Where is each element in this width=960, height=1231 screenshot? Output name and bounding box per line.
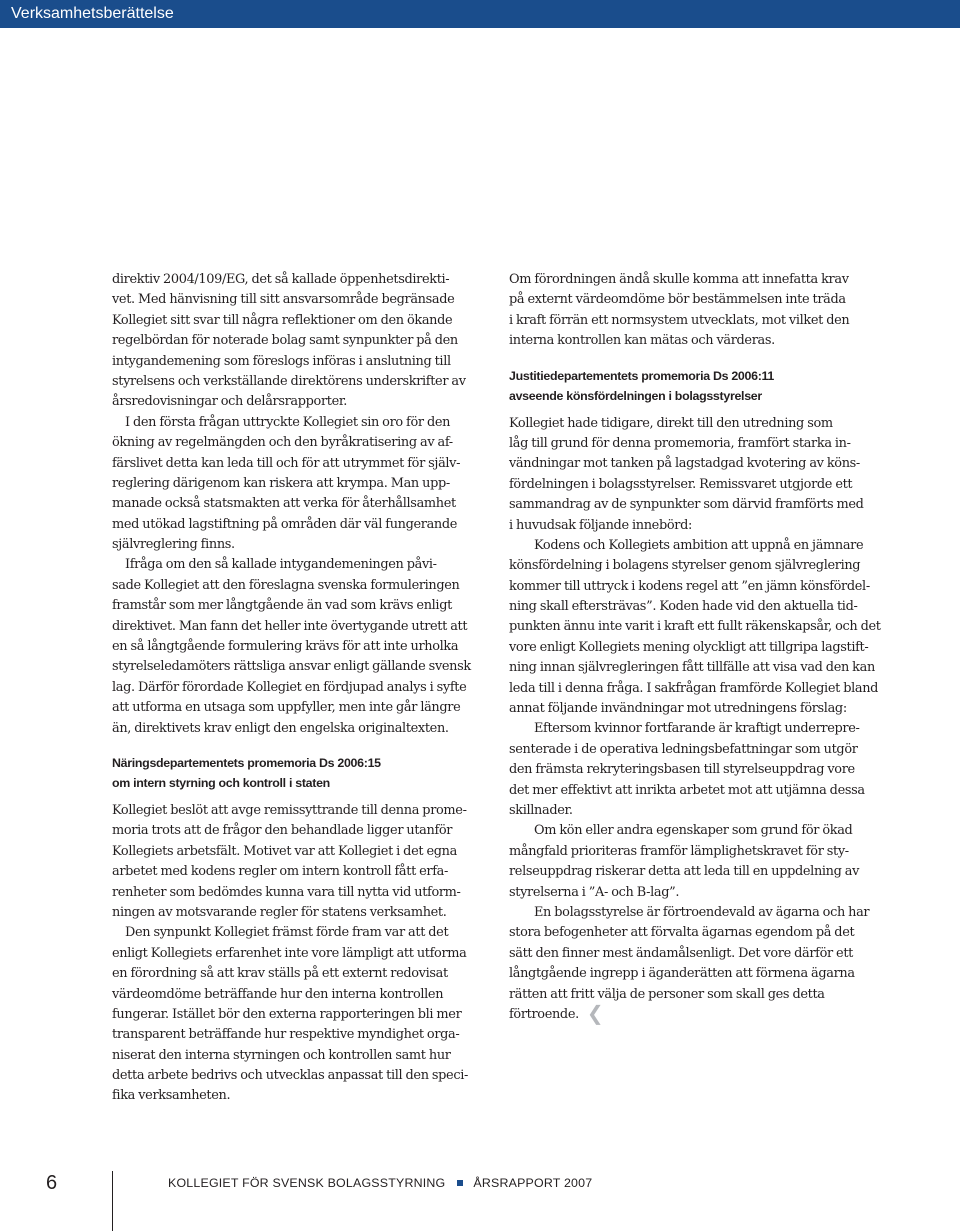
paragraph (509, 903, 881, 1025)
paragraph (509, 821, 881, 903)
subheading-line: Justitiedepartementets promemoria Ds 2006:11 (509, 368, 775, 383)
text-line: Den synpunkt Kollegiet främst förde fram var att det (125, 925, 449, 941)
right-column (509, 270, 881, 1025)
text-line: ning skall eftersträvas”. Koden hade vid den aktuella tid- (509, 599, 858, 615)
text-line: detta arbete bedrivs och utvecklas anpassat till den speci- (112, 1068, 468, 1084)
text-line: regelbördan för noterade bolag samt synpunkter på den (112, 333, 458, 349)
paragraph (112, 923, 484, 1107)
text-line: styrelseledamöters rättsliga ansvar enligt gällande svensk (112, 659, 471, 675)
text-line: Kollegiets arbetsfält. Motivet var att Kollegiet i det egna (112, 843, 457, 859)
footer-org: KOLLEGIET FÖR SVENSK BOLAGSSTYRNING (168, 1176, 446, 1190)
spacer (509, 406, 881, 414)
text-line: moria trots att de frågor den behandlade ligger utanför (112, 823, 453, 839)
paragraph (112, 270, 484, 413)
section-title: Verksamhetsberättelse (11, 5, 174, 22)
text-line: styrelserna i ”A- och B-lag”. (509, 884, 680, 900)
spacer (509, 352, 881, 366)
subheading-line: om intern styrning och kontroll i staten (112, 775, 330, 790)
text-line: sammandrag av de synpunkter som därvid framförts med (509, 497, 864, 513)
text-line: könsfördelning i bolagens styrelser genom självreglering (509, 558, 861, 574)
text-line: Eftersom kvinnor fortfarande är kraftigt underrepre- (534, 721, 860, 737)
text-line: relseuppdrag riskerar detta att leda till en uppdelning av (509, 864, 860, 880)
paragraph (112, 801, 484, 923)
text-line: Kollegiet beslöt att avge remissyttrande till denna prome- (112, 802, 467, 818)
text-line: mångfald prioriteras framför lämplighetskravet för sty- (509, 843, 849, 859)
text-line: sade Kollegiet att den föreslagna svenska formuleringen (112, 577, 460, 593)
subheading (112, 753, 484, 793)
text-line: niserat den interna styrningen och kontrollen samt hur (112, 1047, 451, 1063)
text-line: än, direktivets krav enligt den engelska originaltexten. (112, 720, 449, 736)
left-column (112, 270, 484, 1107)
paragraph (509, 719, 881, 821)
text-line: leda till i denna fråga. I sakfrågan framförde Kollegiet bland (509, 680, 879, 696)
paragraph (112, 555, 484, 739)
text-line: manade också statsmakten att verka för återhållsamhet (112, 496, 456, 512)
text-line: renheter som bedömdes kunna vara till nytta vid utform- (112, 884, 461, 900)
subheading-line: avseende könsfördelningen i bolagsstyrelser (509, 388, 762, 403)
text-line: framstår som mer långtgående än vad som krävs enligt (112, 598, 452, 614)
text-line: lag. Därför förordade Kollegiet en fördjupad analys i syfte (112, 679, 467, 695)
text-line: vore enligt Kollegiets mening olyckligt att tillgripa lagstift- (509, 639, 869, 655)
footer-report: ÅRSRAPPORT 2007 (473, 1176, 593, 1190)
text-line: annat följande invändningar mot utredningens förslag: (509, 701, 847, 717)
page-number: 6 (46, 1172, 58, 1194)
paragraph (509, 414, 881, 536)
text-line: årsredovisningar och delårsrapporter. (112, 394, 348, 410)
text-line: I den första frågan uttryckte Kollegiet sin oro för den (125, 414, 451, 430)
text-line: fördelningen i bolagsstyrelser. Remissvaret utgjorde ett (509, 476, 853, 492)
text-line: i huvudsak följande innebörd: (509, 517, 692, 533)
text-line: Kollegiet sitt svar till några reflektioner om den ökande (112, 312, 453, 328)
text-line: Kollegiet hade tidigare, direkt till den utredning som (509, 415, 833, 431)
text-line: ökning av regelmängden och den byråkratisering av af- (112, 435, 453, 451)
text-line-final-text: förtroende. (509, 1006, 579, 1022)
text-line: låg till grund för denna promemoria, framfört starka in- (509, 435, 851, 451)
text-line: självreglering finns. (112, 537, 235, 553)
text-line: styrelsens och verkställande direktörens underskrifter av (112, 373, 466, 389)
footer-text (168, 1176, 592, 1190)
text-line: skillnader. (509, 802, 573, 818)
article-end-icon: ❮ (586, 1000, 604, 1025)
text-line: transparent beträffande hur respektive myndighet orga- (112, 1027, 460, 1043)
text-line: En bolagsstyrelse är förtroendevald av ägarna och har (534, 904, 870, 920)
text-line: stora befogenheter att förvalta ägarnas egendom på det (509, 925, 855, 941)
text-line: interna kontrollen kan mätas och värderas. (509, 333, 775, 349)
text-line: Ifråga om den så kallade intygandemeningen påvi- (125, 557, 437, 573)
text-line: på externt värdeomdöme bör bestämmelsen inte träda (509, 292, 846, 308)
text-line: arbetet med kodens regler om intern kontroll fått erfa- (112, 864, 449, 880)
text-line: enligt Kollegiets erfarenhet inte vore lämpligt att utforma (112, 945, 467, 961)
text-line: direktiv 2004/109/EG, det så kallade öppenhetsdirekti- (112, 272, 450, 287)
paragraph (509, 270, 881, 352)
subheading (509, 366, 881, 406)
text-line: det mer effektivt att inrikta arbetet mot att utjämna dessa (509, 782, 865, 798)
text-line: ningen av motsvarande regler för statens verksamhet. (112, 904, 447, 920)
paragraph (509, 536, 881, 720)
text-line: fungerar. Istället bör den externa rapporteringen bli mer (112, 1006, 462, 1022)
paragraph (112, 413, 484, 556)
text-line: punkten ännu inte varit i kraft ett fullt räkenskapsår, och det (509, 619, 881, 635)
text-line: vet. Med hänvisning till sitt ansvarsområde begränsade (112, 292, 455, 308)
square-bullet-icon (457, 1180, 463, 1186)
text-line: senterade i de operativa ledningsbefattningar som utgör (509, 741, 858, 757)
text-line: fika verksamheten. (112, 1088, 231, 1104)
spacer (112, 793, 484, 801)
section-header-bar (0, 0, 960, 28)
text-line: sätt den finner mest ändamålsenligt. Det vore därför ett (509, 945, 853, 961)
text-line: Om kön eller andra egenskaper som grund för ökad (534, 823, 853, 839)
text-line: med utökad lagstiftning på områden där väl fungerande (112, 516, 458, 532)
text-line: vändningar mot tanken på lagstadgad kvotering av köns- (509, 456, 860, 472)
text-line: kommer till uttryck i kodens regel att ”en jämn könsfördel- (509, 578, 870, 594)
text-line: rätten att fritt välja de personer som skall ges detta (509, 986, 825, 1002)
spacer (112, 739, 484, 753)
text-line-final (509, 1000, 881, 1025)
text-line: att utforma en utsaga som uppfyller, men inte går längre (112, 700, 461, 716)
text-line: en så långtgående formulering krävs för att inte urholka (112, 639, 459, 655)
text-line: Kodens och Kollegiets ambition att uppnå en jämnare (534, 537, 864, 553)
footer-divider (112, 1171, 113, 1231)
text-line: reglering därigenom kan riskera att krympa. Man upp- (112, 475, 450, 491)
text-line: direktivet. Man fann det heller inte övertygande utrett att (112, 618, 468, 634)
text-line: värdeomdöme beträffande hur den interna kontrollen (112, 986, 444, 1002)
text-line: intygandemening som föreslogs införas i anslutning till (112, 353, 451, 369)
text-line: den främsta rekryteringsbasen till styrelseuppdrag vore (509, 762, 855, 778)
text-line: ning innan självregleringen fått tillfälle att visa vad den kan (509, 660, 875, 676)
text-line: färslivet detta kan leda till och för att utrymmet för själv- (112, 455, 461, 471)
text-line: Om förordningen ändå skulle komma att innefatta krav (509, 272, 849, 287)
text-line: en förordning så att krav ställs på ett externt redovisat (112, 966, 448, 982)
subheading-line: Näringsdepartementets promemoria Ds 2006:15 (112, 755, 381, 770)
text-line: långtgående ingrepp i äganderätten att förmena ägarna (509, 966, 855, 982)
text-line: i kraft förrän ett normsystem utvecklats, mot vilket den (509, 312, 850, 328)
